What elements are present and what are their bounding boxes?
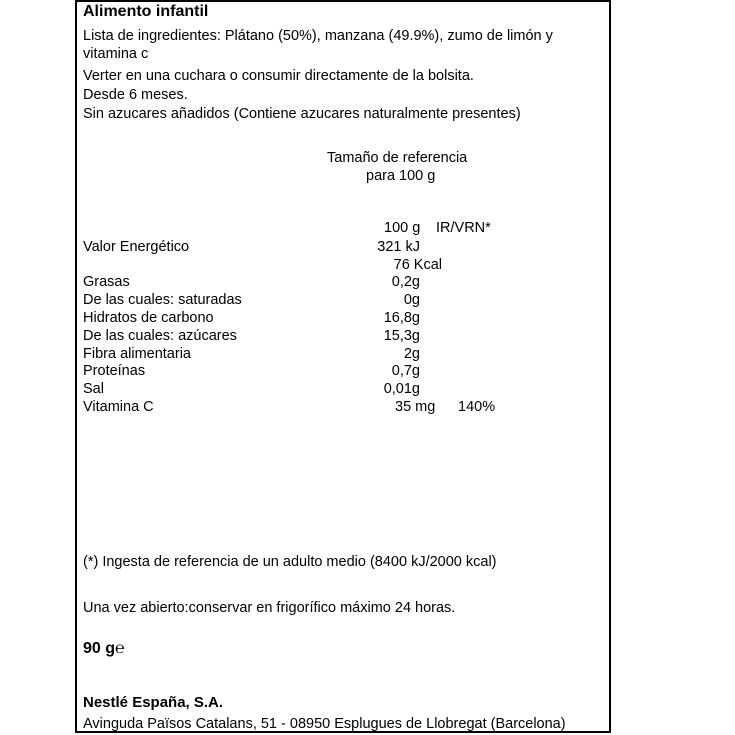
nutrient-value: 0,01g — [383, 381, 420, 397]
net-weight — [83, 640, 125, 658]
nutrient-value: 0,7g — [391, 363, 420, 379]
reference-header-1: Tamaño de referencia — [327, 150, 468, 166]
vitamin-c-ir: 140% — [458, 399, 496, 415]
usage-instructions: Verter en una cuchara o consumir directamente de la bolsita. — [83, 68, 474, 84]
table-header-ir: IR/VRN* — [436, 220, 491, 236]
ingredients-line-2: vitamina c — [83, 46, 149, 62]
nutrient-value: 16,8g — [383, 310, 420, 326]
nutrient-value: 0g — [403, 292, 420, 308]
reference-header-2: para 100 g — [366, 168, 436, 184]
nutrient-name: Fibra alimentaria — [83, 346, 191, 362]
table-header-amount: 100 g — [384, 220, 421, 236]
nutrient-value: 321 kJ — [377, 239, 420, 255]
vitamin-c-value: 35 mg — [395, 399, 436, 415]
nutrient-name: De las cuales: azúcares — [83, 328, 237, 344]
product-title: Alimento infantil — [83, 3, 209, 20]
vitamin-c-name: Vitamina C — [83, 399, 154, 415]
storage-instructions: Una vez abierto:conservar en frigorífico máximo 24 horas. — [83, 600, 456, 616]
nutrient-name: Sal — [83, 381, 104, 397]
nutrient-value: 76 Kcal — [393, 257, 442, 273]
nutrient-name: Valor Energético — [83, 239, 190, 255]
nutrient-value: 0,2g — [391, 274, 420, 290]
sugar-note: Sin azucares añadidos (Contiene azucares naturalmente presentes) — [83, 106, 521, 122]
estimated-sign-icon: ℮ — [115, 640, 125, 657]
nutrient-value: 15,3g — [383, 328, 420, 344]
nutrient-name: Proteínas — [83, 363, 146, 379]
nutrient-value: 2g — [403, 346, 420, 362]
nutrient-name: Grasas — [83, 274, 130, 290]
company-name: Nestlé España, S.A. — [83, 694, 224, 711]
age-recommendation: Desde 6 meses. — [83, 87, 188, 103]
reference-footnote: (*) Ingesta de referencia de un adulto medio (8400 kJ/2000 kcal) — [83, 554, 497, 570]
ingredients-line-1: Lista de ingredientes: Plátano (50%), manzana (49.9%), zumo de limón y — [83, 28, 553, 44]
nutrient-name: De las cuales: saturadas — [83, 292, 242, 308]
net-weight-value: 90 g — [83, 640, 116, 657]
nutrient-name: Hidratos de carbono — [83, 310, 214, 326]
company-address: Avinguda Països Catalans, 51 - 08950 Esplugues de Llobregat (Barcelona) — [83, 716, 566, 732]
